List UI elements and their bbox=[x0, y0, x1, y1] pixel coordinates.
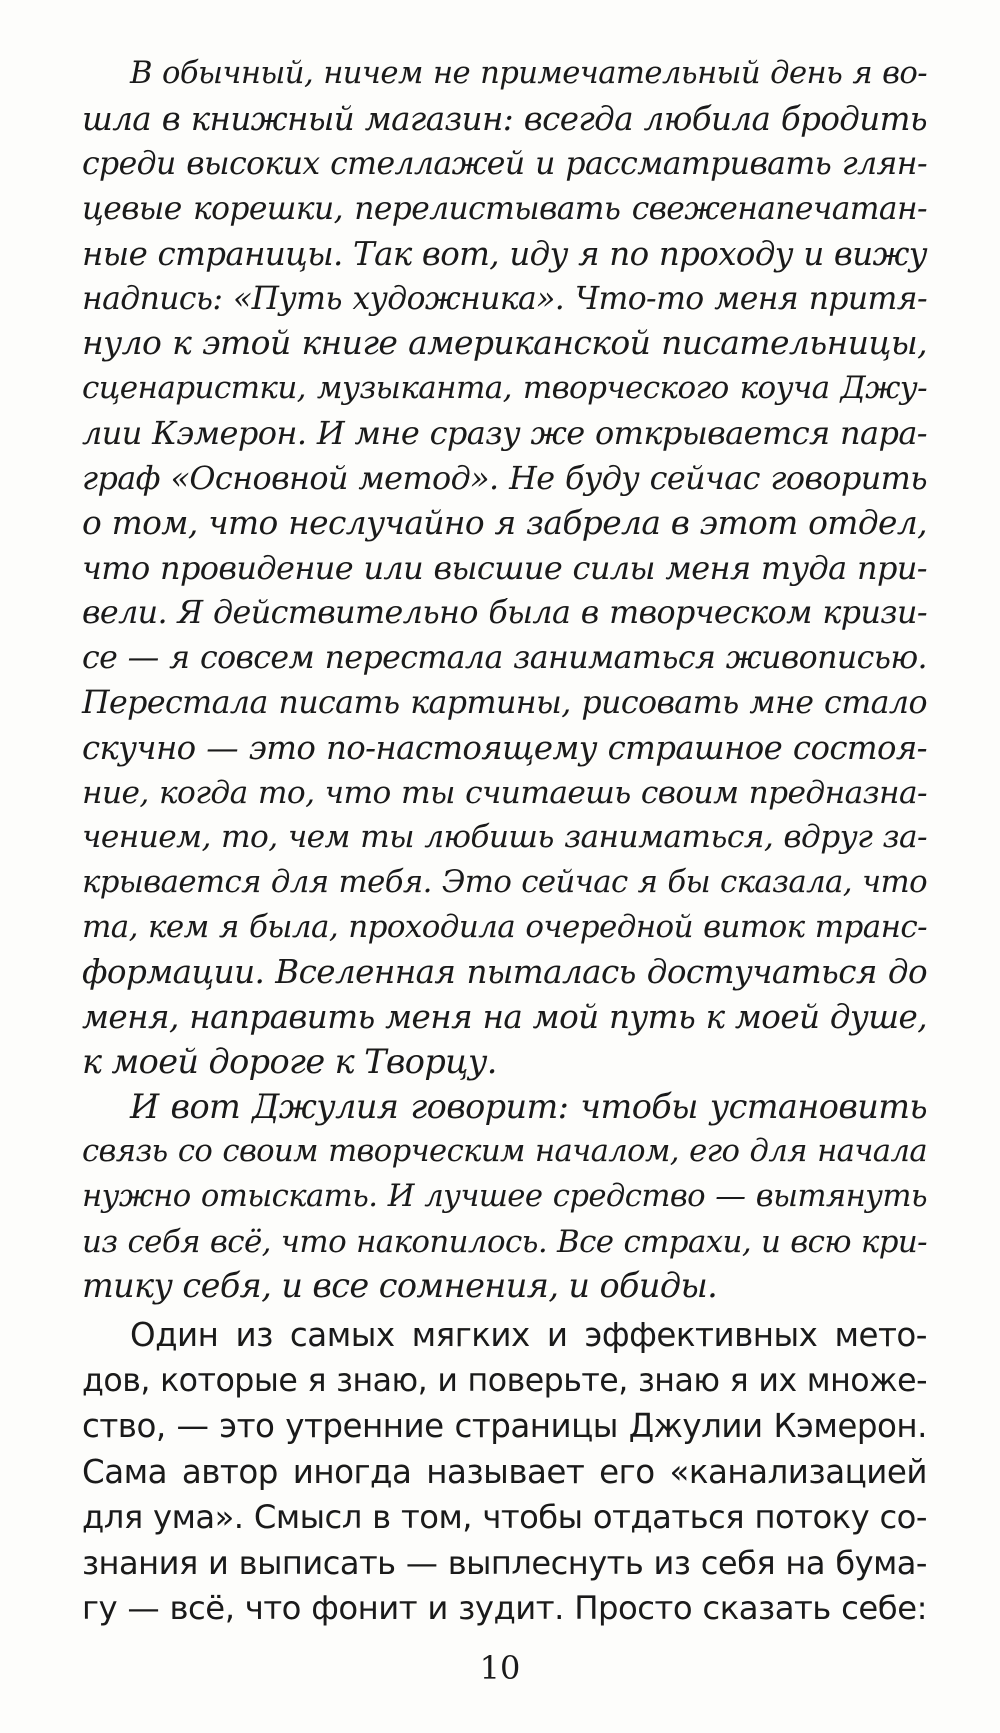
text-line: крывается для тебя. Это сейчас я бы сказала, что bbox=[82, 864, 927, 901]
text-line: дов, которые я знаю, и поверьте, знаю я их множе- bbox=[82, 1362, 927, 1399]
text-line: сценаристки, музыканта, творческого коуча Джу- bbox=[82, 370, 927, 407]
text-line: та, кем я была, проходила очередной виток транс- bbox=[82, 909, 927, 946]
text-line: связь со своим творческим началом, его для начала bbox=[82, 1133, 927, 1169]
text-line: скучно — это по-настоящему страшное состоя- bbox=[82, 728, 927, 767]
text-line: Сама автор иногда называет его «канализацией bbox=[82, 1452, 927, 1491]
text-line: И вот Джулия говорит: чтобы установить bbox=[130, 1086, 927, 1126]
text-line: ные страницы. Так вот, иду я по проходу и вижу bbox=[82, 234, 927, 273]
text-line: Перестала писать картины, рисовать мне стало bbox=[82, 684, 927, 721]
regular-section bbox=[82, 1313, 927, 1632]
text-line: вели. Я действительно была в творческом кризи- bbox=[82, 594, 927, 631]
text-line: чением, то, чем ты любишь заниматься, вдруг за- bbox=[82, 819, 927, 856]
text-line: к моей дороге к Творцу. bbox=[82, 1041, 497, 1081]
text-line: среди высоких стеллажей и рассматривать глян- bbox=[82, 145, 927, 182]
text-line: из себя всё, что накопилось. Все страхи, и всю кри- bbox=[82, 1223, 927, 1260]
text-line: формации. Вселенная пыталась достучаться до bbox=[82, 953, 927, 992]
text-line: ство, — это утренние страницы Джулии Кэмерон. bbox=[82, 1407, 927, 1445]
text-line: нуло к этой книге американской писательницы, bbox=[82, 323, 927, 363]
text-line: В обычный, ничем не примечательный день я во- bbox=[130, 56, 927, 91]
text-line: граф «Основной метод». Не буду сейчас говорить bbox=[82, 459, 927, 498]
text-line: надпись: «Путь художника». Что-то меня притя- bbox=[82, 280, 927, 317]
text-line: ние, когда то, что ты считаешь своим предназна- bbox=[82, 774, 927, 811]
text-line: се — я совсем перестала заниматься живописью. bbox=[82, 639, 927, 676]
text-line: меня, направить меня на мой путь к моей душе, bbox=[82, 998, 927, 1037]
text-line: нужно отыскать. И лучшее средство — вытянуть bbox=[82, 1178, 927, 1214]
text-line: для ума». Смысл в том, чтобы отдаться потоку со- bbox=[82, 1498, 927, 1536]
italic-section bbox=[82, 52, 927, 1309]
text-line: тику себя, и все сомнения, и обиды. bbox=[82, 1266, 718, 1306]
text-line: гу — всё, что фонит и зудит. Просто сказать себе: bbox=[82, 1589, 927, 1627]
page-number: 10 bbox=[479, 1649, 521, 1687]
text-line: Один из самых мягких и эффективных мето- bbox=[130, 1316, 927, 1354]
text-line: лии Кэмерон. И мне сразу же открывается пара- bbox=[82, 414, 927, 453]
text-line: что провидение или высшие силы меня туда при- bbox=[82, 548, 927, 587]
text-line: о том, что неслучайно я забрела в этот отдел, bbox=[82, 504, 927, 543]
text-line: знания и выписать — выплеснуть из себя на бума- bbox=[82, 1543, 927, 1582]
text-line: цевые корешки, перелистывать свеженапечатан- bbox=[82, 190, 927, 227]
text-line: шла в книжный магазин: всегда любила бродить bbox=[82, 99, 927, 138]
